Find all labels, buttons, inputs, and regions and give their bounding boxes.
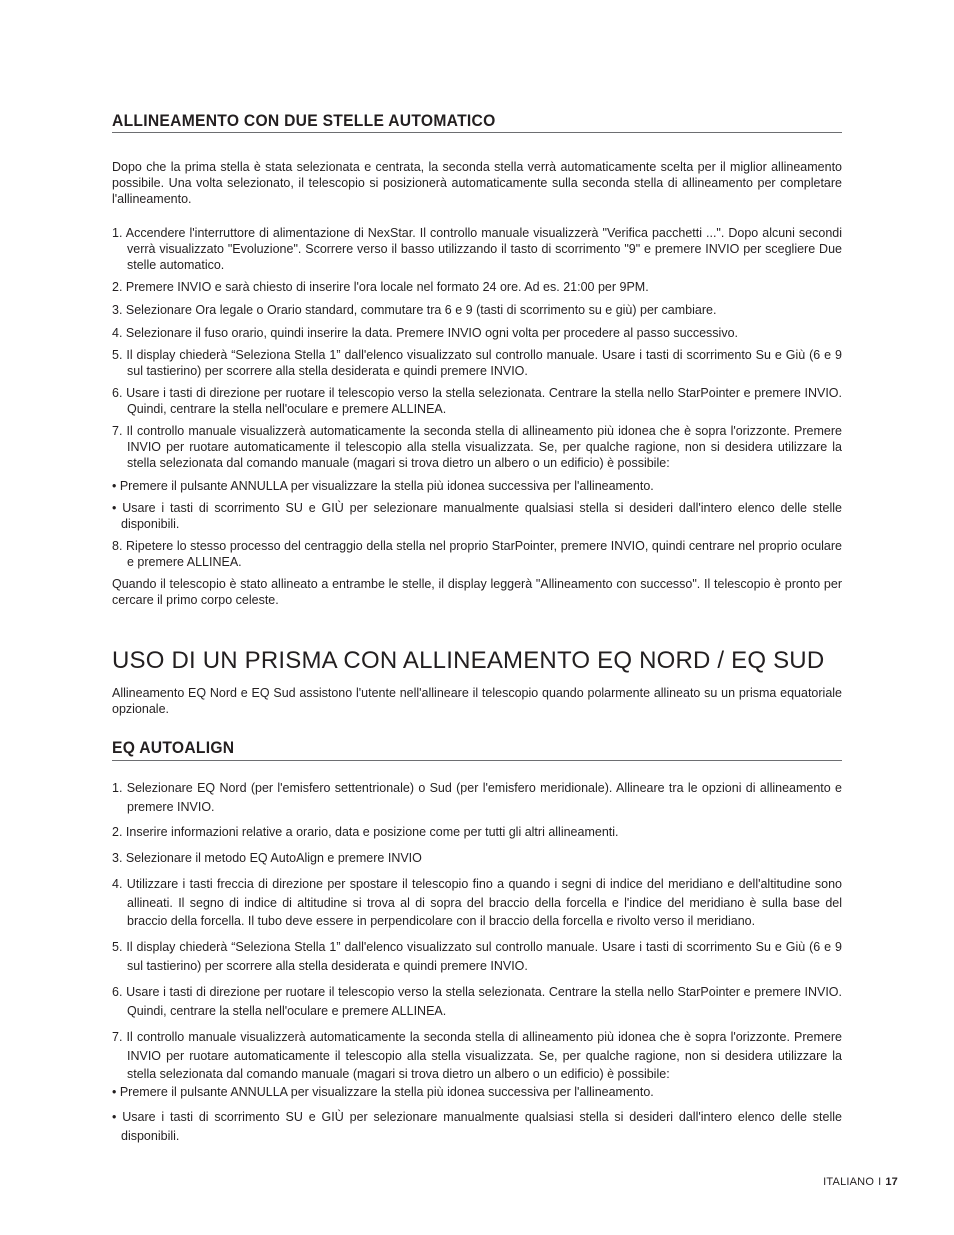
section-title-eq-prism: USO DI UN PRISMA CON ALLINEAMENTO EQ NORD / EQ SUD — [112, 647, 825, 674]
eq-step-5: 5. Il display chiederà “Seleziona Stella 1” dall'elenco visualizzato sul controllo manuale. Usare i tasti di scorrimento Su e Giù (6 e 9 sul tastierino) per scorrere alla stella desiderata e quindi premere INVIO. — [112, 940, 842, 973]
bullet-scroll: • Usare i tasti di scorrimento SU e GIÙ per selezionare manualmente qualsiasi stella si desideri dall'intero elenco delle stelle disponibili. — [112, 501, 842, 532]
step-4: 4. Selezionare il fuso orario, quindi inserire la data. Premere INVIO ogni volta per procedere al passo successivo. — [112, 326, 739, 340]
subheading-rule — [112, 760, 842, 761]
eq-intro-paragraph: Allineamento EQ Nord e EQ Sud assistono l'utente nell'allineare il telescopio quando polarmente allineato su un prisma equatoriale opzionale. — [112, 686, 842, 717]
intro-paragraph: Dopo che la prima stella è stata selezionata e centrata, la seconda stella verrà automaticamente scelta per il miglior allineamento possibile. Una volta selezionato, il telescopio si posizionerà automaticamente sulla seconda stella di allineamento per completare l'allineamento. — [112, 160, 842, 207]
step-5: 5. Il display chiederà “Seleziona Stella 1” dall'elenco visualizzato sul controllo manuale. Usare i tasti di scorrimento Su e Giù (6 e 9 sul tastierino) per scorrere alla stella desiderata e quindi premere INVIO. — [112, 348, 842, 379]
footer-language: ITALIANO — [823, 1176, 875, 1188]
bullet-annulla: • Premere il pulsante ANNULLA per visualizzare la stella più idonea successiva per l'allineamento. — [112, 479, 654, 493]
section-heading-two-star-auto: ALLINEAMENTO CON DUE STELLE AUTOMATICO — [112, 111, 496, 130]
step-8: 8. Ripetere lo stesso processo del centraggio della stella nel proprio StarPointer, premere INVIO, quindi centrare nel proprio oculare e premere ALLINEA. — [112, 539, 842, 570]
footer-separator: I — [878, 1176, 882, 1188]
eq-step-1: 1. Selezionare EQ Nord (per l'emisfero settentrionale) o Sud (per l'emisfero meridionale). Allineare tra le opzioni di allineamento e premere INVIO. — [112, 781, 842, 814]
page-footer — [823, 1176, 898, 1188]
eq-step-3: 3. Selezionare il metodo EQ AutoAlign e premere INVIO — [112, 851, 422, 865]
step-7: 7. Il controllo manuale visualizzerà automaticamente la seconda stella di allineamento più idonea che è sopra l'orizzonte. Premere INVIO per ruotare automaticamente il telescopio alla stella visualizzata. Se, per qualche ragione, non si desidera utilizzare la stella selezionata dal comando manuale (magari si trova dietro un albero o un edificio) è possibile: — [112, 424, 842, 471]
step-6: 6. Usare i tasti di direzione per ruotare il telescopio verso la stella selezionata. Centrare la stella nello StarPointer e premere INVIO. Quindi, centrare la stella nell'oculare e premere ALLINEA. — [112, 386, 842, 417]
eq-step-2: 2. Inserire informazioni relative a orario, data e posizione come per tutti gli altri allineamenti. — [112, 825, 619, 839]
subheading-eq-autoalign: EQ AUTOALIGN — [112, 738, 235, 757]
closing-paragraph: Quando il telescopio è stato allineato a entrambe le stelle, il display leggerà "Allineamento con successo". Il telescopio è pronto per cercare il primo corpo celeste. — [112, 577, 842, 608]
eq-bullet-annulla: • Premere il pulsante ANNULLA per visualizzare la stella più idonea successiva per l'allineamento. — [112, 1085, 654, 1099]
eq-step-6: 6. Usare i tasti di direzione per ruotare il telescopio verso la stella selezionata. Centrare la stella nello StarPointer e premere INVIO. Quindi, centrare la stella nell'oculare e premere ALLINEA. — [112, 985, 842, 1018]
eq-step-7: 7. Il controllo manuale visualizzerà automaticamente la seconda stella di allineamento più idonea che è sopra l'orizzonte. Premere INVIO per ruotare automaticamente il telescopio alla stella visualizzata. Se, per qualche ragione, non si desidera utilizzare la stella selezionata dal comando manuale (magari si trova dietro un albero o un edificio) è possibile: — [112, 1030, 842, 1081]
step-3: 3. Selezionare Ora legale o Orario standard, commutare tra 6 e 9 (tasti di scorrimento su e giù) per cambiare. — [112, 303, 717, 317]
eq-bullet-scroll: • Usare i tasti di scorrimento SU e GIÙ per selezionare manualmente qualsiasi stella si desideri dall'intero elenco delle stelle disponibili. — [112, 1110, 842, 1143]
heading-rule — [112, 132, 842, 133]
page-number: 17 — [885, 1176, 898, 1188]
step-1: 1. Accendere l'interruttore di alimentazione di NexStar. Il controllo manuale visualizzerà "Verifica pacchetti ...". Dopo alcuni secondi verrà visualizzato "Evoluzione". Scorrere verso il basso utilizzando il tasto di scorrimento "9" e premere INVIO per scegliere Due stelle automatico. — [112, 226, 842, 273]
eq-step-4: 4. Utilizzare i tasti freccia di direzione per spostare il telescopio fino a quando i segni di indice del meridiano e dell'altitudine sono allineati. Il segno di indice di altitudine si trova al di sopra del braccio della forcella e l'indice del meridiano è sulla base del braccio della forcella. Il tubo deve essere in perpendicolare con il braccio della forcella e rivolto verso il meridiano. — [112, 877, 842, 928]
step-2: 2. Premere INVIO e sarà chiesto di inserire l'ora locale nel formato 24 ore. Ad es. 21:00 per 9PM. — [112, 280, 649, 294]
